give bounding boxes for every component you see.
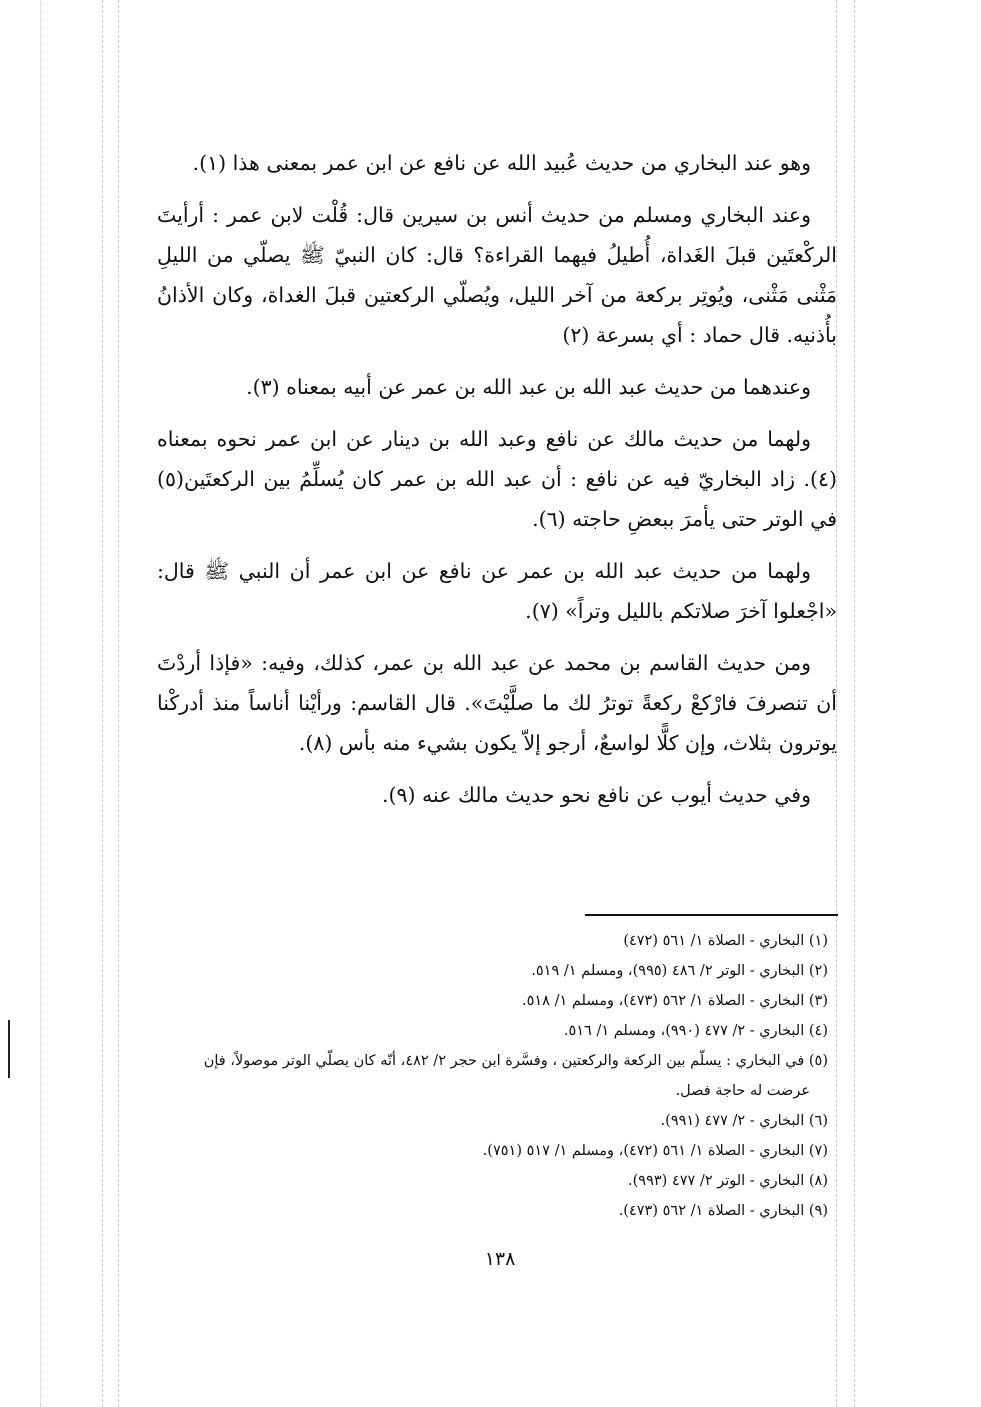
footnote: (١) البخاري - الصلاة ١/ ٥٦١ (٤٧٢) <box>623 933 828 949</box>
margin-guide-line <box>854 0 855 1407</box>
paragraph: ولهما من حديث مالك عن نافع وعبد الله بن دينار عن ابن عمر نحوه بمعناه (٤). زاد البخاريّ فيه عن نافع : أن عبد الله بن عمر كان يُسلِّمُ بين الركعتَين(٥) في الوتر حتى يأمرَ ببعضِ حاجته (٦). <box>157 427 837 531</box>
page-number: ١٣٨ <box>484 1248 516 1270</box>
footnote: (٧) البخاري - الصلاة ١/ ٥٦١ (٤٧٢)، ومسلم ١/ ٥١٧ (٧٥١). <box>482 1143 828 1159</box>
paragraph: ولهما من حديث عبد الله بن عمر عن نافع عن ابن عمر أن النبي ﷺ قال: «اجْعلوا آخرَ صلاتكم بالليل وتراً» (٧). <box>157 559 837 623</box>
footnote: (٨) البخاري - الوتر ٢/ ٤٧٧ (٩٩٣). <box>628 1173 828 1189</box>
scan-edge-mark <box>8 1020 10 1078</box>
paragraph: وعند البخاري ومسلم من حديث أنس بن سيرين قال: قُلْت لابن عمر : أرأيتَ الركْعتَين قبلَ الغَداة، أُطيلُ فيهما القراءة؟ قال: كان النبيّ ﷺ يصلّي من الليلِ مَثْنى مَثْنى، ويُوتِر بركعة من آخر الليل، ويُصلّي الركعتين قبلَ الغداة، وكان الأذانُ بأُذنيه. قال حماد : أي بسرعة (٢) <box>157 203 837 347</box>
paragraph: وهو عند البخاري من حديث عُبيد الله عن نافع عن ابن عمر بمعنى هذا (١). <box>192 151 811 175</box>
paragraph: وفي حديث أيوب عن نافع نحو حديث مالك عنه (٩). <box>382 783 811 807</box>
footnote: (٩) البخاري - الصلاة ١/ ٥٦٢ (٤٧٣). <box>618 1203 828 1219</box>
paragraph: وعندهما من حديث عبد الله بن عبد الله بن عمر عن أبيه بمعناه (٣). <box>246 375 811 399</box>
paragraph: ومن حديث القاسم بن محمد عن عبد الله بن عمر، كذلك، وفيه: «فإذا أردْتَ أن تنصرفَ فارْكعْ ركعةً توترُ لك ما صلَّيْتَ». قال القاسم: ورأيْنا أناساً منذ أدركْنا يوترون بثلاث، وإن كلًّا لواسعٌ، أرجو إلاّ يكون بشيء منه بأس (٨). <box>157 651 837 755</box>
margin-guide-line <box>102 0 103 1407</box>
footnote-continuation: عرضت له حاجة فصل. <box>675 1083 810 1099</box>
footnotes <box>118 926 838 1226</box>
margin-guide-line <box>40 0 41 1407</box>
footnote: (٣) البخاري - الصلاة ١/ ٥٦٢ (٤٧٣)، ومسلم ١/ ٥١٨. <box>521 993 828 1009</box>
footnote-separator <box>585 914 838 916</box>
footnote: (٤) البخاري - ٢/ ٤٧٧ (٩٩٠)، ومسلم ١/ ٥١٦. <box>563 1023 828 1039</box>
main-text <box>157 143 837 827</box>
footnote: (٢) البخاري - الوتر ٢/ ٤٨٦ (٩٩٥)، ومسلم ١/ ٥١٩. <box>531 963 828 979</box>
footnote: (٦) البخاري - ٢/ ٤٧٧ (٩٩١). <box>660 1113 828 1129</box>
footnote: (٥) في البخاري : يسلّم بين الركعة والركعتين ، وفسَّرة ابن حجر ٢/ ٤٨٢، أنّه كان يصلّي الوتر موصولاً، فإن <box>203 1053 828 1069</box>
